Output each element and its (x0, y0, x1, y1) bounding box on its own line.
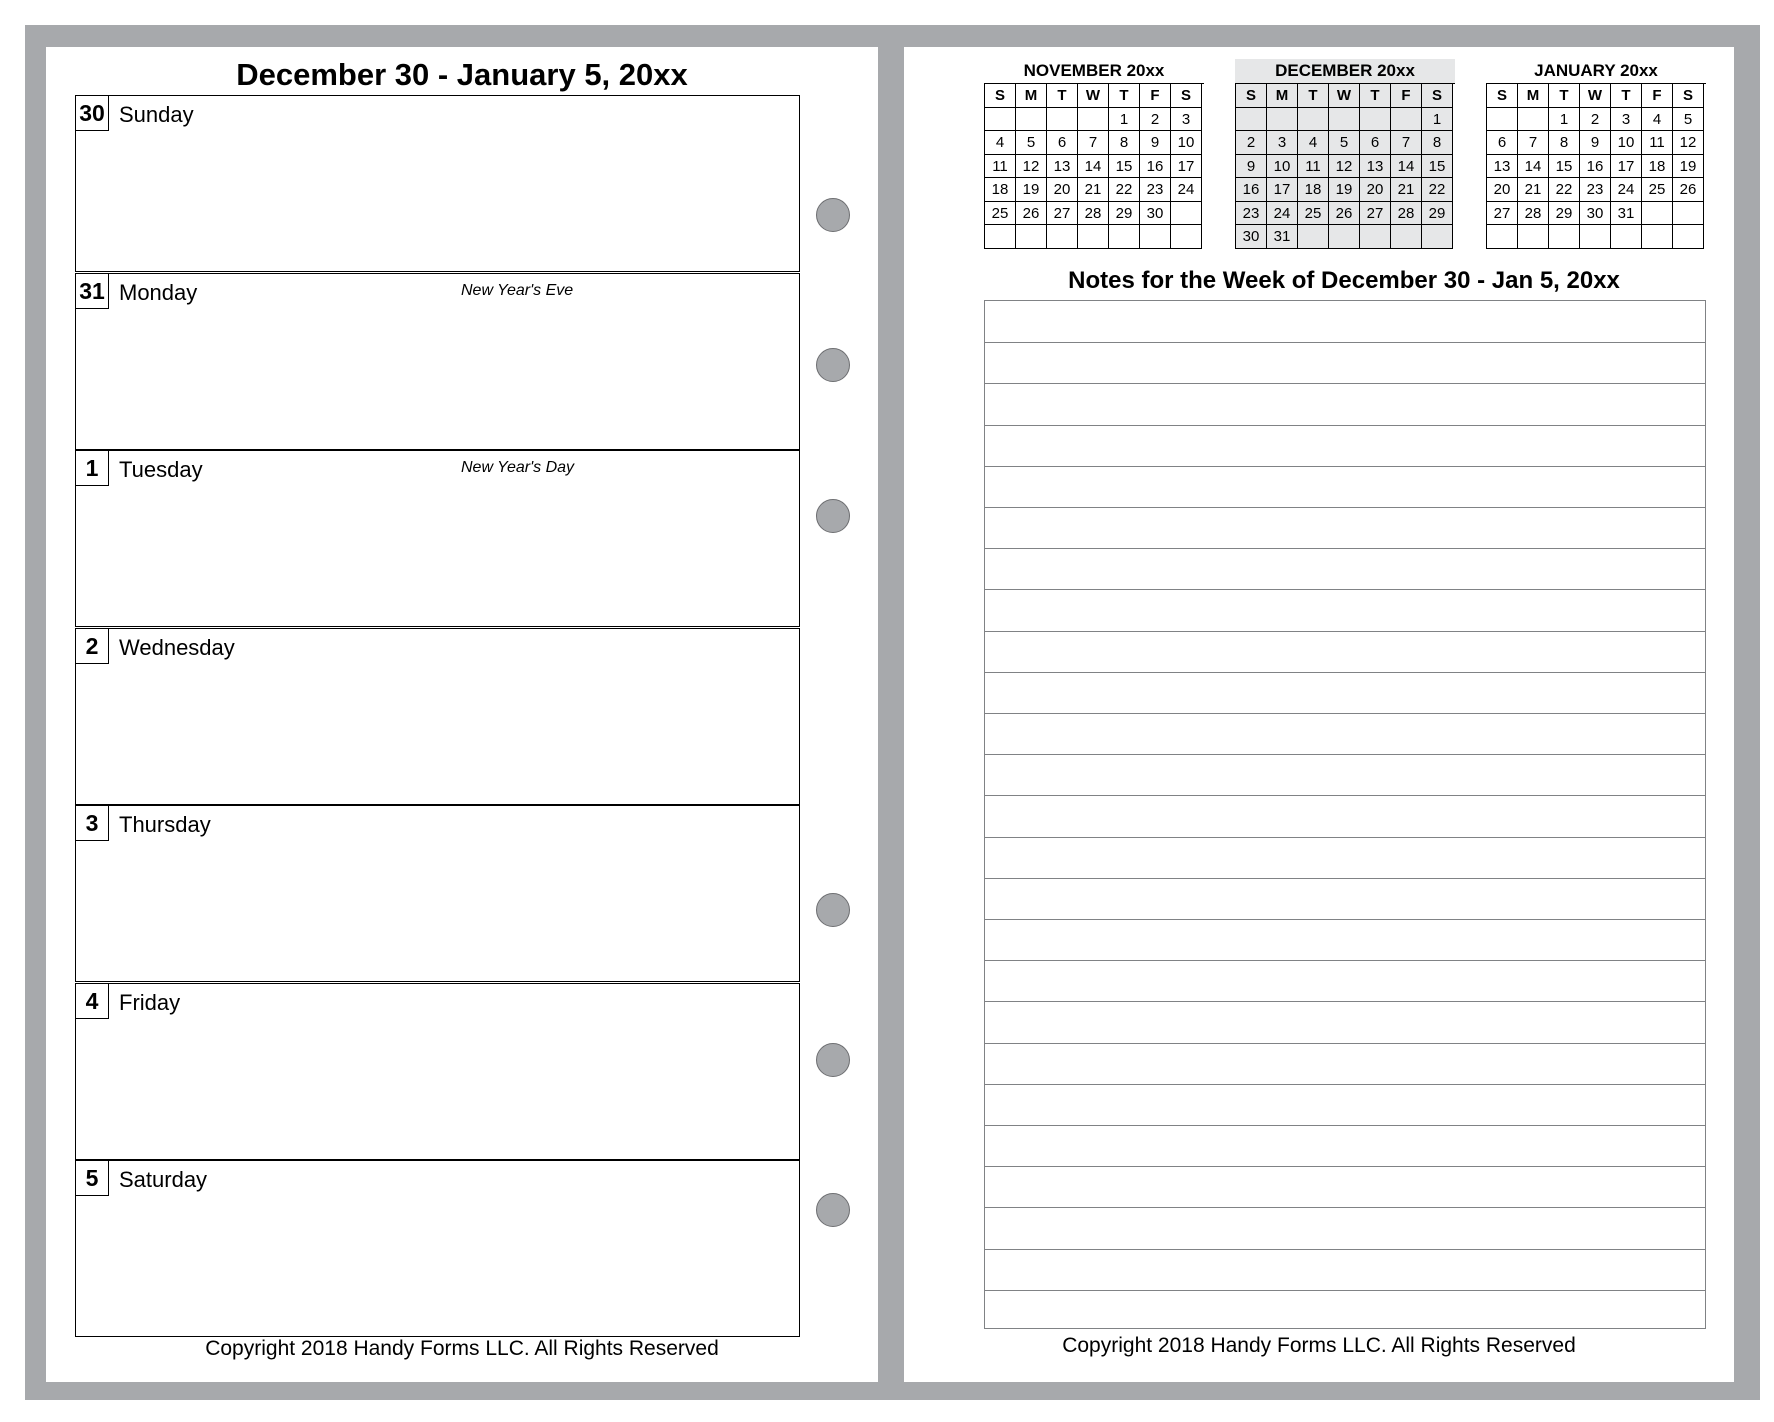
calendar-day: 5 (1329, 131, 1360, 155)
calendar-day: 24 (1267, 202, 1298, 226)
calendar-day (1673, 225, 1704, 249)
note-line (985, 919, 1705, 920)
calendar-day (1171, 225, 1202, 249)
calendar-day: 30 (1580, 202, 1611, 226)
note-line (985, 1166, 1705, 1167)
calendar-day: 15 (1549, 155, 1580, 179)
calendar-day: 19 (1673, 155, 1704, 179)
calendar-day (1298, 108, 1329, 132)
calendar-day: 29 (1549, 202, 1580, 226)
calendar-day: 16 (1236, 178, 1267, 202)
calendar-day (1673, 202, 1704, 226)
weekday-header: S (1673, 84, 1704, 108)
calendar-day: 15 (1109, 155, 1140, 179)
weekday-header: T (1611, 84, 1642, 108)
calendar-day: 18 (1298, 178, 1329, 202)
note-line (985, 631, 1705, 632)
calendar-day: 2 (1236, 131, 1267, 155)
day-box[interactable] (75, 1160, 800, 1337)
day-number: 30 (76, 96, 109, 131)
calendar-day: 4 (985, 131, 1016, 155)
calendar-day: 22 (1109, 178, 1140, 202)
calendar-day (1360, 225, 1391, 249)
calendar-day (1360, 108, 1391, 132)
calendar-day: 9 (1580, 131, 1611, 155)
binder-hole (816, 1193, 850, 1227)
calendar-day: 7 (1391, 131, 1422, 155)
note-line (985, 1001, 1705, 1002)
day-box[interactable] (75, 805, 800, 982)
note-line (985, 1043, 1705, 1044)
mini-calendar (984, 59, 1204, 249)
calendar-day: 1 (1549, 108, 1580, 132)
weekday-header: S (1236, 84, 1267, 108)
day-name: Wednesday (119, 634, 235, 660)
weekday-header: T (1298, 84, 1329, 108)
note-line (985, 589, 1705, 590)
binder-hole (816, 348, 850, 382)
note-line (985, 837, 1705, 838)
calendar-day: 21 (1391, 178, 1422, 202)
calendar-day: 2 (1140, 108, 1171, 132)
calendar-day: 18 (1642, 155, 1673, 179)
note-line (985, 548, 1705, 549)
calendar-day (1016, 108, 1047, 132)
holiday-label: New Year's Eve (461, 281, 574, 299)
day-box[interactable] (75, 273, 800, 450)
mini-calendar (1235, 59, 1455, 249)
calendar-day (1391, 225, 1422, 249)
calendar-day (1518, 108, 1549, 132)
calendar-day: 1 (1109, 108, 1140, 132)
calendar-month-title: JANUARY 20xx (1534, 61, 1658, 80)
calendar-day (1078, 225, 1109, 249)
weekday-header: T (1549, 84, 1580, 108)
week-title: December 30 - January 5, 20xx (236, 57, 688, 92)
calendar-day: 13 (1360, 155, 1391, 179)
day-name: Friday (119, 989, 181, 1015)
calendar-day: 17 (1267, 178, 1298, 202)
calendar-day: 19 (1329, 178, 1360, 202)
calendar-day (1642, 225, 1673, 249)
calendar-month-title: NOVEMBER 20xx (1023, 61, 1165, 80)
weekday-header: T (1109, 84, 1140, 108)
calendar-grid (1235, 83, 1455, 249)
note-line (985, 383, 1705, 384)
calendar-day: 1 (1422, 108, 1453, 132)
calendar-day: 7 (1518, 131, 1549, 155)
calendar-day (1487, 225, 1518, 249)
calendar-month-title: DECEMBER 20xx (1235, 59, 1455, 83)
calendar-day: 28 (1518, 202, 1549, 226)
note-line (985, 1290, 1705, 1291)
note-line (985, 425, 1705, 426)
calendar-day (1267, 108, 1298, 132)
day-number: 4 (76, 984, 109, 1019)
day-name: Sunday (119, 102, 194, 127)
day-name: Tuesday (119, 457, 203, 482)
calendar-day: 5 (1673, 108, 1704, 132)
binder-hole (816, 198, 850, 232)
day-number: 3 (76, 806, 109, 841)
calendar-day: 10 (1611, 131, 1642, 155)
calendar-day: 7 (1078, 131, 1109, 155)
notes-area[interactable] (984, 300, 1706, 1329)
mini-calendar (1486, 59, 1706, 249)
weekday-header: T (1047, 84, 1078, 108)
weekday-header: S (1171, 84, 1202, 108)
calendar-day: 17 (1171, 155, 1202, 179)
note-line (985, 507, 1705, 508)
calendar-day: 25 (1298, 202, 1329, 226)
day-number: 5 (76, 1161, 109, 1196)
day-number: 2 (76, 629, 109, 664)
weekday-header: F (1391, 84, 1422, 108)
calendar-day (1298, 225, 1329, 249)
calendar-day: 12 (1016, 155, 1047, 179)
weekday-header: M (1267, 84, 1298, 108)
weekday-header: M (1518, 84, 1549, 108)
weekday-header: W (1329, 84, 1360, 108)
calendar-day: 30 (1140, 202, 1171, 226)
calendar-day: 14 (1078, 155, 1109, 179)
calendar-day: 29 (1109, 202, 1140, 226)
calendar-day (1518, 225, 1549, 249)
calendar-day (1422, 225, 1453, 249)
note-line (985, 342, 1705, 343)
calendar-day: 23 (1140, 178, 1171, 202)
calendar-day: 8 (1109, 131, 1140, 155)
day-box[interactable] (75, 450, 800, 627)
calendar-day (1140, 225, 1171, 249)
calendar-day: 18 (985, 178, 1016, 202)
calendar-day: 25 (1642, 178, 1673, 202)
weekday-header: F (1642, 84, 1673, 108)
calendar-day: 26 (1016, 202, 1047, 226)
calendar-day: 14 (1518, 155, 1549, 179)
calendar-day (1171, 202, 1202, 226)
weekday-header: S (985, 84, 1016, 108)
left-copyright: Copyright 2018 Handy Forms LLC. All Rights Reserved (205, 1337, 719, 1360)
day-number: 31 (76, 274, 109, 309)
binder-hole (816, 893, 850, 927)
calendar-day: 22 (1549, 178, 1580, 202)
calendar-day: 23 (1236, 202, 1267, 226)
day-number: 1 (76, 451, 109, 486)
calendar-day: 16 (1580, 155, 1611, 179)
day-name: Thursday (119, 812, 211, 837)
calendar-day: 11 (1298, 155, 1329, 179)
weekday-header: W (1078, 84, 1109, 108)
calendar-day (985, 225, 1016, 249)
calendar-day: 31 (1267, 225, 1298, 249)
calendar-day: 22 (1422, 178, 1453, 202)
calendar-day: 24 (1171, 178, 1202, 202)
calendar-day: 9 (1140, 131, 1171, 155)
notes-title: Notes for the Week of December 30 - Jan 5, 20xx (1068, 267, 1620, 294)
calendar-day: 13 (1487, 155, 1518, 179)
note-line (985, 754, 1705, 755)
calendar-grid (1486, 83, 1706, 249)
calendar-day: 8 (1422, 131, 1453, 155)
calendar-day (1078, 108, 1109, 132)
calendar-day (1549, 225, 1580, 249)
calendar-day: 20 (1487, 178, 1518, 202)
calendar-day (1487, 108, 1518, 132)
calendar-day: 26 (1673, 178, 1704, 202)
calendar-day (1329, 108, 1360, 132)
left-page (46, 47, 878, 1382)
calendar-day: 3 (1611, 108, 1642, 132)
calendar-day: 11 (985, 155, 1016, 179)
calendar-day: 19 (1016, 178, 1047, 202)
note-line (985, 1249, 1705, 1250)
calendar-day: 27 (1487, 202, 1518, 226)
holiday-label: New Year's Day (461, 459, 575, 476)
calendar-day (1611, 225, 1642, 249)
note-line (985, 960, 1705, 961)
calendar-day: 25 (985, 202, 1016, 226)
calendar-day (1047, 225, 1078, 249)
calendar-day: 6 (1360, 131, 1391, 155)
weekday-header: F (1140, 84, 1171, 108)
note-line (985, 795, 1705, 796)
calendar-day: 4 (1642, 108, 1673, 132)
calendar-day: 20 (1360, 178, 1391, 202)
note-line (985, 1125, 1705, 1126)
day-name: Saturday (119, 1167, 208, 1192)
day-box[interactable] (75, 628, 800, 805)
right-copyright: Copyright 2018 Handy Forms LLC. All Rights Reserved (1062, 1334, 1576, 1357)
calendar-day: 13 (1047, 155, 1078, 179)
weekday-header: W (1580, 84, 1611, 108)
calendar-day: 26 (1329, 202, 1360, 226)
calendar-day: 15 (1422, 155, 1453, 179)
note-line (985, 713, 1705, 714)
calendar-day (1047, 108, 1078, 132)
calendar-day: 20 (1047, 178, 1078, 202)
weekday-header: S (1422, 84, 1453, 108)
calendar-day: 31 (1611, 202, 1642, 226)
calendar-day: 24 (1611, 178, 1642, 202)
day-box[interactable] (75, 95, 800, 272)
calendar-day: 21 (1518, 178, 1549, 202)
calendar-day: 5 (1016, 131, 1047, 155)
weekday-header: S (1487, 84, 1518, 108)
calendar-day: 23 (1580, 178, 1611, 202)
calendar-grid (984, 83, 1204, 249)
calendar-day: 11 (1642, 131, 1673, 155)
note-line (985, 672, 1705, 673)
calendar-day: 3 (1171, 108, 1202, 132)
note-line (985, 878, 1705, 879)
binder-hole (816, 1043, 850, 1077)
calendar-day (1391, 108, 1422, 132)
note-line (985, 466, 1705, 467)
calendar-day (1109, 225, 1140, 249)
calendar-day: 21 (1078, 178, 1109, 202)
weekday-header: T (1360, 84, 1391, 108)
calendar-day: 10 (1171, 131, 1202, 155)
note-line (985, 1084, 1705, 1085)
calendar-day: 12 (1673, 131, 1704, 155)
calendar-day: 28 (1391, 202, 1422, 226)
calendar-day (1580, 225, 1611, 249)
calendar-day: 8 (1549, 131, 1580, 155)
calendar-day: 14 (1391, 155, 1422, 179)
calendar-day: 17 (1611, 155, 1642, 179)
weekday-header: M (1016, 84, 1047, 108)
calendar-day: 27 (1047, 202, 1078, 226)
calendar-day (985, 108, 1016, 132)
day-box[interactable] (75, 983, 800, 1160)
binder-hole (816, 499, 850, 533)
day-name: Monday (119, 279, 198, 305)
calendar-day: 12 (1329, 155, 1360, 179)
calendar-day: 3 (1267, 131, 1298, 155)
right-page (904, 47, 1734, 1382)
note-line (985, 1207, 1705, 1208)
calendar-day: 29 (1422, 202, 1453, 226)
calendar-day: 28 (1078, 202, 1109, 226)
calendar-day (1642, 202, 1673, 226)
calendar-day: 9 (1236, 155, 1267, 179)
calendar-day (1236, 108, 1267, 132)
calendar-day (1016, 225, 1047, 249)
calendar-day: 4 (1298, 131, 1329, 155)
calendar-day: 6 (1487, 131, 1518, 155)
calendar-day: 6 (1047, 131, 1078, 155)
calendar-day: 30 (1236, 225, 1267, 249)
calendar-day: 27 (1360, 202, 1391, 226)
calendar-day: 2 (1580, 108, 1611, 132)
calendar-day: 16 (1140, 155, 1171, 179)
calendar-day (1329, 225, 1360, 249)
calendar-day: 10 (1267, 155, 1298, 179)
